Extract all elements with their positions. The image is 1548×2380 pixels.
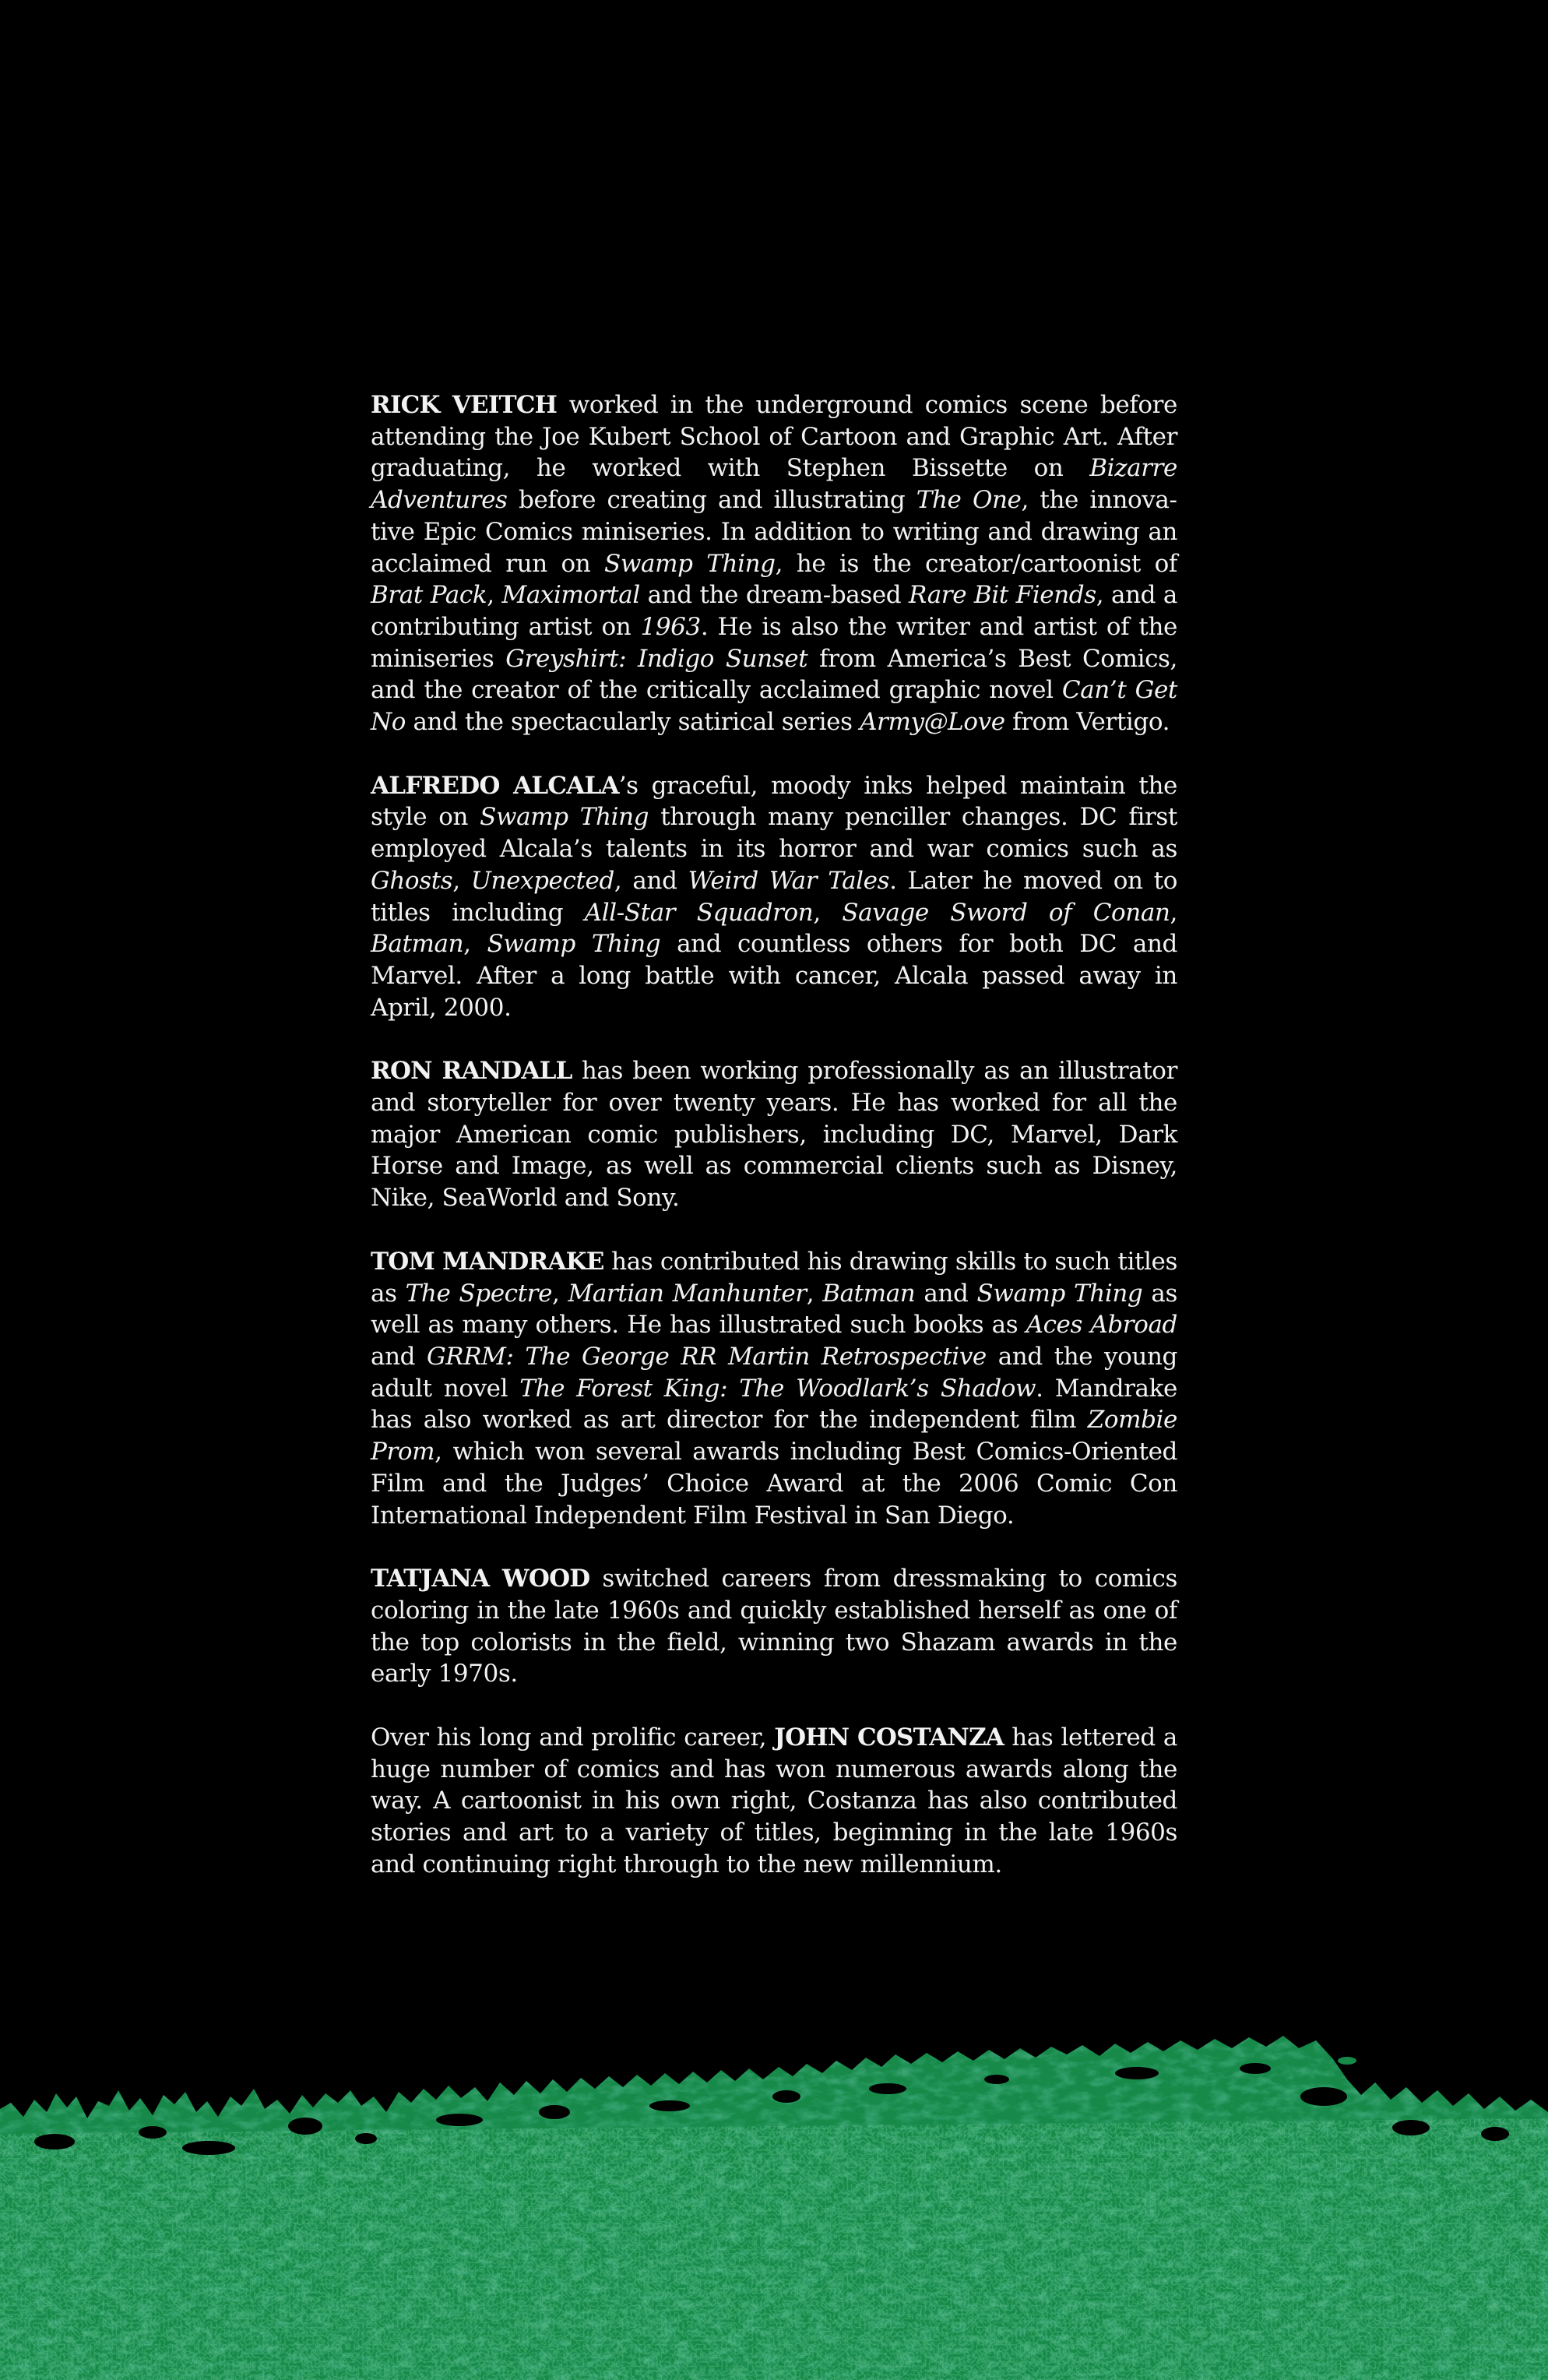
work-title: Bizarre Adventures [371, 454, 1177, 515]
creator-name: RON RANDALL [371, 1057, 572, 1086]
creator-name: TOM MANDRAKE [371, 1247, 604, 1276]
work-title: Weird War Tales [688, 866, 890, 895]
green-swamp-texture [0, 2025, 1548, 2380]
bio-text: ’s graceful, moody inks helped maintain the style on [371, 771, 1177, 832]
bio-text: , [1170, 898, 1177, 927]
bio-text: has lettered a huge number of comics and has won numerous awards along the way. A cartoonist in his own right, Costanza has also contributed stories and art to a variety of titles, beginning in the late 1960s and continuing right through to the new millennium. [371, 1723, 1178, 1878]
work-title: Unexpected [470, 866, 614, 895]
bio-text: , which won several awards including Best Comics-Oriented Film and the Judges’ Choice Award at the 2006 Comic Con International Independent Film Festival in San Diego. [371, 1438, 1177, 1530]
bio-paragraph [371, 1722, 1177, 1881]
work-title: Maximortal [501, 581, 640, 610]
bio-text: and the dream-based [639, 581, 909, 610]
work-title: Rare Bit Fiends [909, 581, 1096, 610]
bio-paragraph [371, 1563, 1177, 1690]
work-title: The One [916, 486, 1022, 515]
work-title: The Spectre [405, 1279, 553, 1308]
work-title: Army@Love [860, 708, 1005, 737]
bio-text: Over his long and prolific career, [371, 1723, 775, 1752]
work-title: Greyshirt: Indigo Sunset [505, 644, 808, 673]
work-title: Swamp Thing [976, 1279, 1143, 1308]
bio-paragraph [371, 770, 1177, 1024]
bio-text: as well as many others. He has illustrated such books as [371, 1279, 1177, 1340]
work-title: Swamp Thing [604, 549, 776, 578]
work-title: Swamp Thing [487, 930, 661, 959]
bio-text: , [487, 581, 502, 610]
bio-text: , [452, 866, 471, 895]
bio-text: from Vertigo. [1004, 708, 1170, 737]
work-title: Ghosts [371, 866, 453, 895]
bio-text: and countless others for both DC and Marvel. After a long battle with cancer, Alcala passed away in April, 2000. [371, 930, 1177, 1022]
bio-text: , [813, 898, 843, 927]
work-title: GRRM: The George RR Martin Retrospective [426, 1342, 987, 1371]
work-title: Swamp Thing [480, 803, 649, 832]
bio-text: from America’s Best Comics, and the creator of the critically acclaimed graphic novel [371, 644, 1178, 705]
bio-paragraph [371, 389, 1177, 738]
work-title: All-Star Squadron [584, 898, 814, 927]
bio-text: and [915, 1279, 977, 1308]
work-title: The Forest King: The Woodlark’s Shadow [519, 1374, 1036, 1403]
bio-text: . He is also the writer and artist of the miniseries [371, 612, 1177, 673]
bio-text: and the spectacularly satirical series [406, 708, 860, 737]
bio-text: , the innovative Epic Comics miniseries. In addition to writing and drawing an acclaimed run on [371, 486, 1177, 578]
work-title: Aces Abroad [1026, 1311, 1177, 1340]
creator-name: RICK VEITCH [371, 391, 558, 419]
creator-name: ALFREDO ALCALA [371, 771, 619, 800]
bio-text: has contributed his drawing skills to such titles as [371, 1247, 1177, 1308]
work-title: Martian Manhunter [568, 1279, 807, 1308]
bio-text: , he is the creator/cartoonist of [775, 549, 1177, 578]
work-title: Zombie Prom [371, 1406, 1177, 1466]
bio-paragraph [371, 1055, 1177, 1214]
bio-text: and [371, 1342, 427, 1371]
work-title: 1963 [640, 612, 701, 641]
bio-text: and the young adult novel [371, 1342, 1177, 1403]
creator-bios [371, 389, 1177, 1913]
creator-name: TATJANA WOOD [371, 1565, 590, 1593]
bio-text: , and [614, 866, 688, 895]
bio-text: through many penciller changes. DC first employed Alcala’s talents in its horror and war comics such as [371, 803, 1177, 864]
bio-text: worked in the underground comics scene before attending the Joe Kubert School of Cartoon and Graphic Art. After graduating, he worked with Stephen Bissette on [371, 391, 1177, 483]
work-title: Can’t Get No [371, 676, 1177, 737]
bio-text: , [552, 1279, 568, 1308]
bio-text: switched careers from dressmaking to comics coloring in the late 1960s and quickly established herself as one of the top colorists in the field, winning two Shazam awards in the early 1970s. [371, 1565, 1177, 1688]
bio-text: , [806, 1279, 823, 1308]
bio-text: , and a contributing artist on [371, 581, 1177, 641]
bio-text: has been working professionally as an illustrator and storyteller for over twenty years. He has worked for all the major American comic publishers, including DC, Marvel, Dark Horse and Image, as well as commercial clients such as Disney, Nike, SeaWorld and Sony. [371, 1057, 1177, 1213]
bio-text: . Later he moved on to titles including [371, 866, 1177, 927]
work-title: Savage Sword of Conan [842, 898, 1170, 927]
bio-text: before creating and illustrating [507, 486, 916, 515]
grass-speckles [0, 2118, 1548, 2380]
work-title: Brat Pack [371, 581, 487, 610]
bio-text: . Mandrake has also worked as art director for the independent film [371, 1374, 1177, 1435]
bio-paragraph [371, 1246, 1177, 1531]
work-title: Batman [822, 1279, 916, 1308]
bio-text: , [463, 930, 487, 959]
work-title: Batman [371, 930, 464, 959]
creator-name: JOHN COSTANZA [774, 1723, 1004, 1752]
